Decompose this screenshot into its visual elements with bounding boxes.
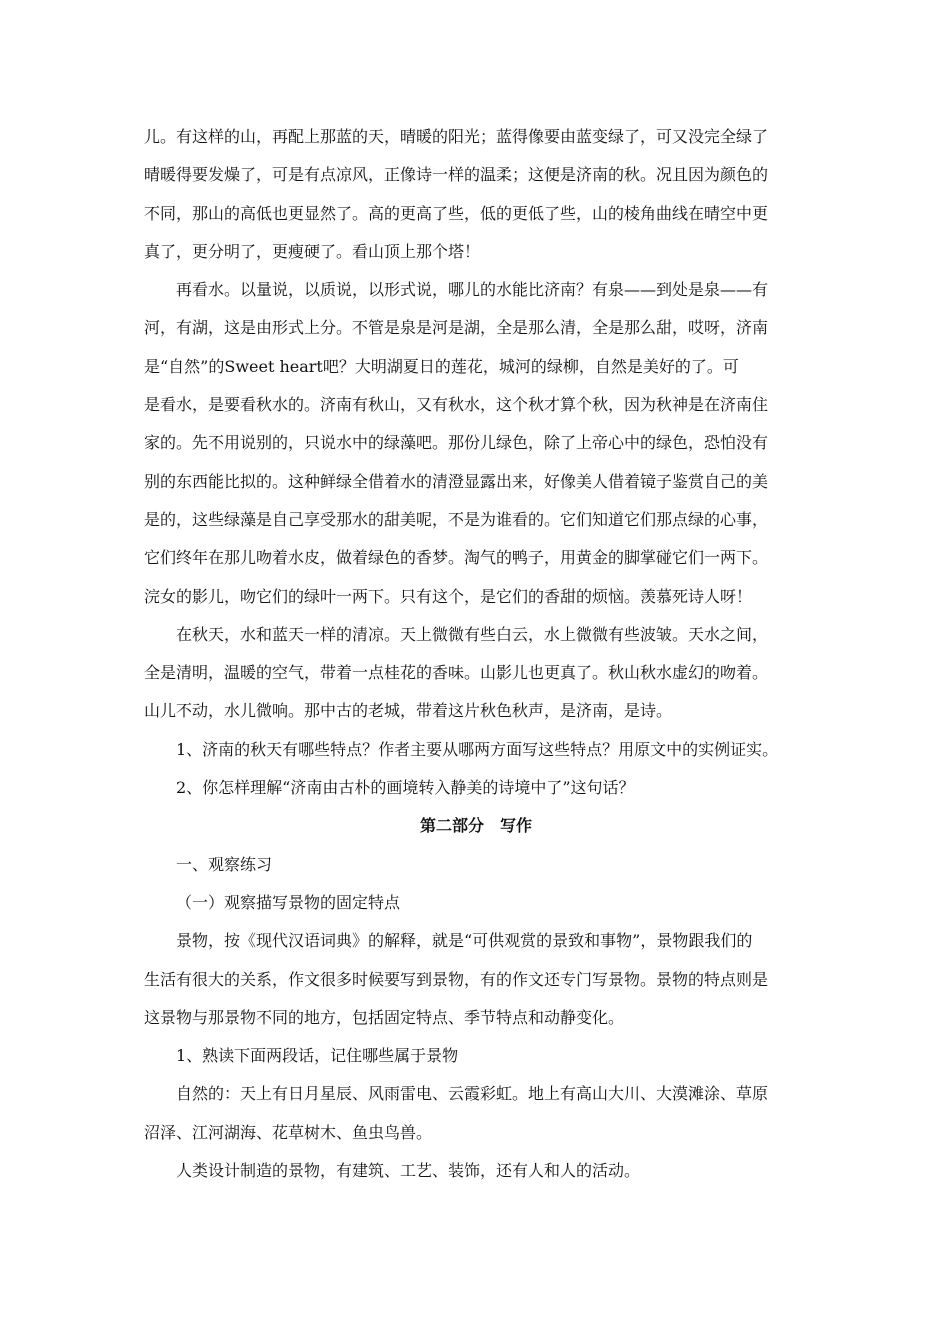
text-line: 儿。有这样的山，再配上那蓝的天，晴暖的阳光；蓝得像要由蓝变绿了，可又没完全绿了 (144, 127, 769, 146)
text-line: 一、观察练习 (176, 854, 273, 874)
text-line: 全是清明，温暖的空气，带着一点桂花的香味。山影儿也更真了。秋山秋水虚幻的吻着。 (144, 663, 769, 683)
text-line: 沼泽、江河湖海、花草树木、鱼虫鸟兽。 (144, 1122, 433, 1142)
text-line: 再看水。以量说，以质说，以形式说，哪儿的水能比济南？有泉——到处是泉——有 (176, 280, 769, 300)
text-line: 浣女的影儿，吻它们的绿叶一两下。只有这个，是它们的香甜的烦恼。羡慕死诗人呀！ (144, 586, 753, 606)
text-line: 1、济南的秋天有哪些特点？作者主要从哪两方面写这些特点？用原文中的实例证实。 (176, 739, 779, 759)
text-line: 景物，按《现代汉语词典》的解释，就是“可供观赏的景致和事物”，景物跟我们的 (176, 931, 753, 951)
text-line: 1、熟读下面两段话，记住哪些属于景物 (176, 1046, 459, 1066)
text-line: 家的。先不用说别的，只说水中的绿藻吧。那份儿绿色，除了上帝心中的绿色，恐怕没有 (144, 433, 769, 453)
document-body (144, 118, 808, 1190)
text-line: 生活有很大的关系，作文很多时候要写到景物，有的作文还专门写景物。景物的特点则是 (144, 969, 769, 989)
text-line: 是的，这些绿藻是自己享受那水的甜美呢，不是为谁看的。它们知道它们那点绿的心事， (144, 509, 769, 529)
text-line: 山儿不动，水儿微响。那中古的老城，带着这片秋色秋声，是济南，是诗。 (144, 701, 673, 721)
text-line: 自然的：天上有日月星辰、风雨雷电、云霞彩虹。地上有高山大川、大漠滩涂、草原 (176, 1084, 769, 1104)
text-line: 这景物与那景物不同的地方，包括固定特点、季节特点和动静变化。 (144, 1007, 625, 1027)
text-line: 别的东西能比拟的。这种鲜绿全借着水的清澄显露出来，好像美人借着镜子鉴赏自己的美 (144, 471, 769, 491)
section-heading: 第二部分 写作 (419, 816, 532, 836)
text-line: （一）观察描写景物的固定特点 (176, 892, 401, 912)
text-line: 2、你怎样理解“济南由古朴的画境转入静美的诗境中了”这句话？ (176, 778, 635, 798)
text-line: 人类设计制造的景物，有建筑、工艺、装饰，还有人和人的活动。 (176, 1161, 641, 1181)
text-line: 它们终年在那儿吻着水皮，做着绿色的香梦。淘气的鸭子，用黄金的脚掌碰它们一两下。 (144, 548, 769, 568)
text-line: 是看水，是要看秋水的。济南有秋山，又有秋水，这个秋才算个秋，因为秋神是在济南住 (144, 395, 769, 415)
text-line: 真了，更分明了，更瘦硬了。看山顶上那个塔！ (144, 241, 481, 261)
text-line: 是“自然”的Sweet heart吧？大明湖夏日的莲花，城河的绿柳，自然是美好的了。可 (144, 356, 739, 376)
text-line: 在秋天，水和蓝天一样的清凉。天上微微有些白云，水上微微有些波皱。天水之间， (176, 624, 769, 644)
text-line: 河，有湖，这是由形式上分。不管是泉是河是湖，全是那么清，全是那么甜，哎呀，济南 (144, 318, 769, 338)
text-line: 晴暖得要发燥了，可是有点凉风，正像诗一样的温柔；这便是济南的秋。况且因为颜色的 (144, 165, 769, 185)
text-line: 不同，那山的高低也更显然了。高的更高了些，低的更低了些，山的棱角曲线在晴空中更 (144, 203, 769, 223)
